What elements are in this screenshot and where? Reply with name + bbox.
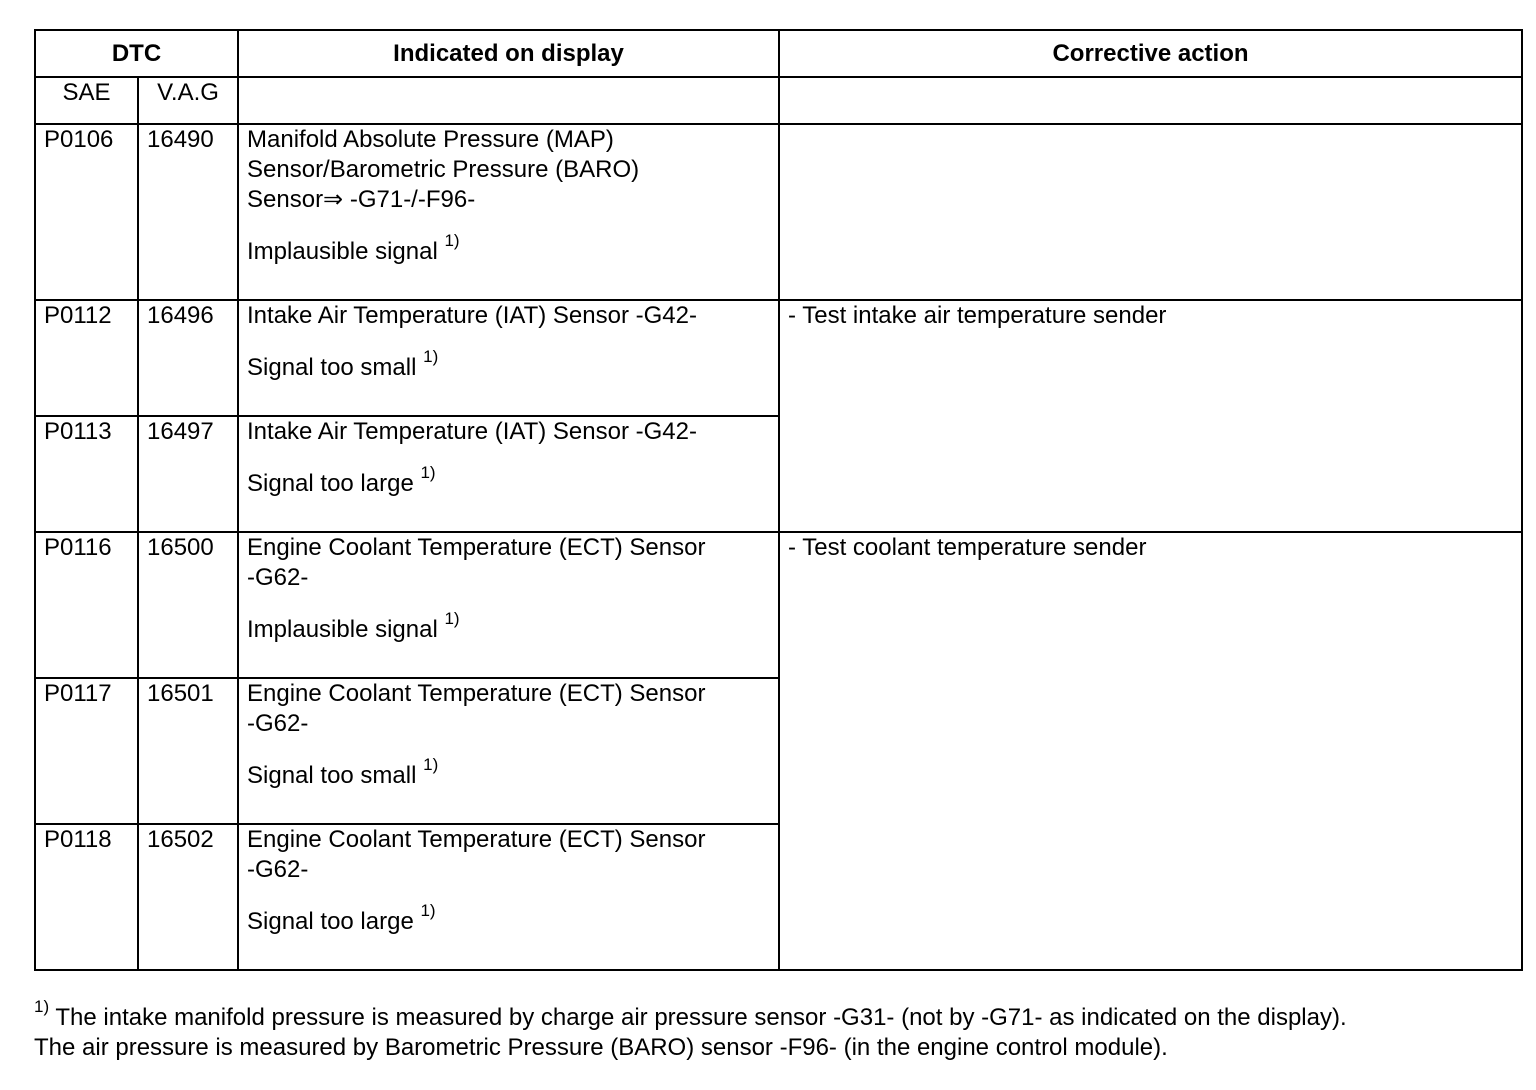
display-line: -G62- xyxy=(247,856,309,883)
display-line: Engine Coolant Temperature (ECT) Sensor xyxy=(247,534,706,561)
footnote-ref: 1) xyxy=(420,901,436,920)
vag-code: 16496 xyxy=(138,300,238,416)
display-line: Sensor/Barometric Pressure (BARO) xyxy=(247,156,640,183)
display-line: Intake Air Temperature (IAT) Sensor -G42- xyxy=(247,418,697,445)
footnote-line-2: The air pressure is measured by Barometric Pressure (BARO) sensor -F96- (in the engine control module). xyxy=(34,1034,1168,1061)
vag-code: 16500 xyxy=(138,532,238,678)
footnote-ref: 1) xyxy=(444,231,460,250)
footnote-ref: 1) xyxy=(444,609,460,628)
sae-code: P0106 xyxy=(35,124,138,300)
display-line: Intake Air Temperature (IAT) Sensor -G42- xyxy=(247,302,697,329)
vag-code: 16501 xyxy=(138,678,238,824)
display-line: -G62- xyxy=(247,710,309,737)
display-line: -G62- xyxy=(247,564,309,591)
vag-code: 16490 xyxy=(138,124,238,300)
display-line: Sensor⇒ -G71-/-F96- xyxy=(247,186,476,213)
dtc-table xyxy=(34,29,1523,971)
table-row xyxy=(35,532,1522,678)
display-text xyxy=(238,416,779,532)
header-sae: SAE xyxy=(35,77,138,124)
action-intake: - Test intake air temperature sender xyxy=(779,300,1522,532)
table-row xyxy=(35,124,1522,300)
header-row xyxy=(35,30,1522,77)
footnote-line-1: $^{1)}$ The intake manifold pressure is measured by charge air pressure sensor -G31- (not by -G71- as indicated on the display). xyxy=(34,997,1347,1031)
footnote-ref: 1) xyxy=(423,755,439,774)
status-text: Signal too large $^{1)}$ xyxy=(247,463,436,497)
display-text xyxy=(238,300,779,416)
display-line: Engine Coolant Temperature (ECT) Sensor xyxy=(247,826,706,853)
display-text xyxy=(238,124,779,300)
display-text xyxy=(238,824,779,970)
status-text: Signal too small $^{1)}$ xyxy=(247,347,439,381)
sae-code: P0118 xyxy=(35,824,138,970)
display-text xyxy=(238,532,779,678)
sae-code: P0116 xyxy=(35,532,138,678)
status-text: Signal too small $^{1)}$ xyxy=(247,755,439,789)
display-line: Engine Coolant Temperature (ECT) Sensor xyxy=(247,680,706,707)
subheader-empty-action xyxy=(779,77,1522,124)
header-action: Corrective action xyxy=(779,30,1522,77)
display-text xyxy=(238,678,779,824)
status-text: Implausible signal $^{1)}$ xyxy=(247,609,460,643)
subheader-empty-display xyxy=(238,77,779,124)
display-line: Manifold Absolute Pressure (MAP) xyxy=(247,126,614,153)
subheader-row xyxy=(35,77,1522,124)
status-text: Signal too large $^{1)}$ xyxy=(247,901,436,935)
action-empty xyxy=(779,124,1522,300)
sae-code: P0112 xyxy=(35,300,138,416)
action-coolant: - Test coolant temperature sender xyxy=(779,532,1522,970)
vag-code: 16502 xyxy=(138,824,238,970)
header-vag: V.A.G xyxy=(138,77,238,124)
footnote-ref: 1) xyxy=(420,463,436,482)
footnote xyxy=(34,997,1347,1063)
vag-code: 16497 xyxy=(138,416,238,532)
header-dtc: DTC xyxy=(35,30,238,77)
table-row xyxy=(35,300,1522,416)
sae-code: P0113 xyxy=(35,416,138,532)
footnote-ref: 1) xyxy=(423,347,439,366)
header-display: Indicated on display xyxy=(238,30,779,77)
footnote-marker: 1) xyxy=(34,997,50,1016)
status-text: Implausible signal $^{1)}$ xyxy=(247,231,460,265)
sae-code: P0117 xyxy=(35,678,138,824)
